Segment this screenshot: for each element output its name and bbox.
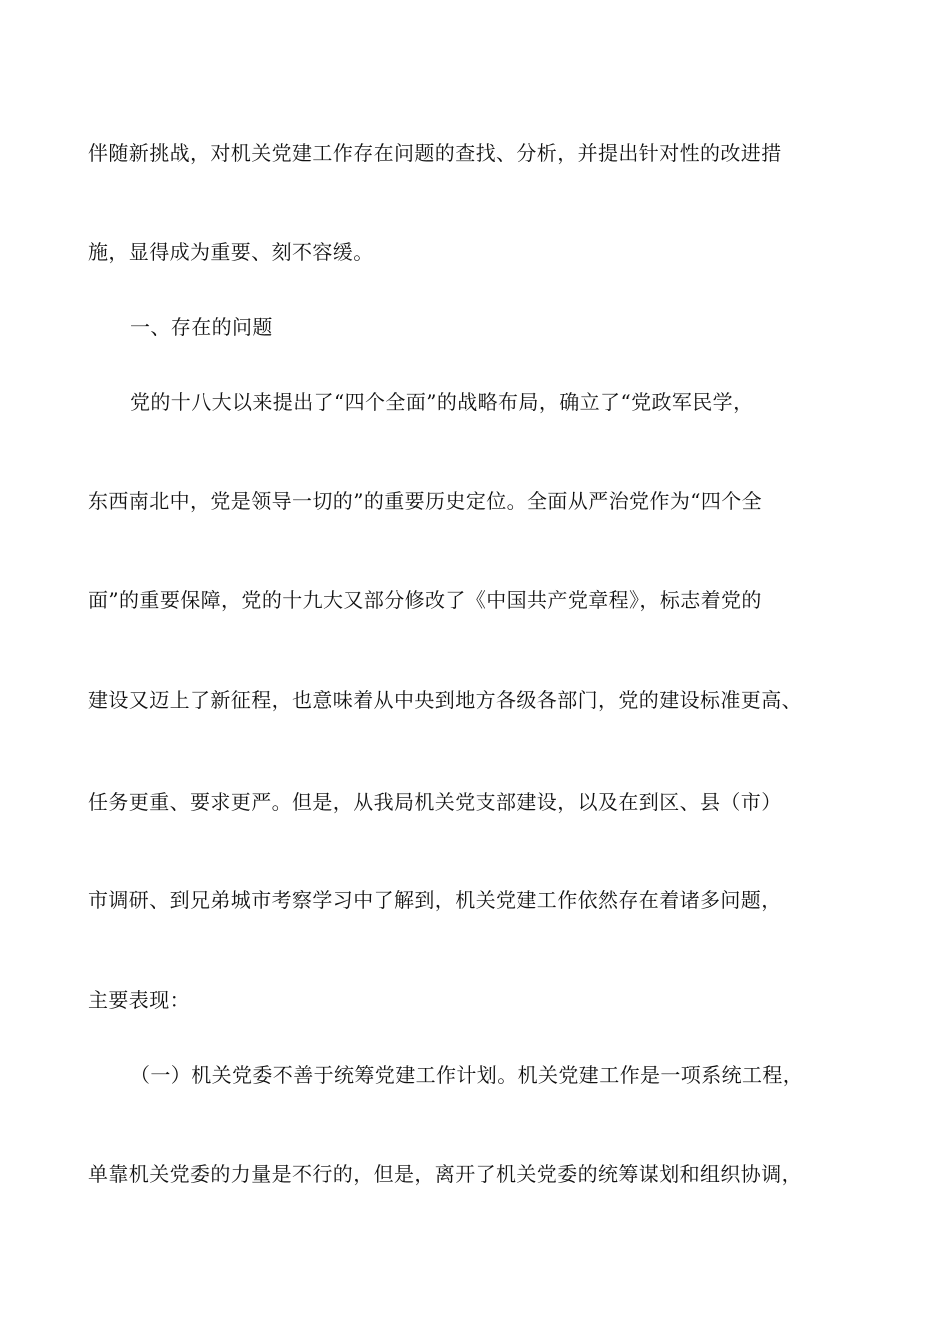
text-line: 面”的重要保障，党的十九大又部分修改了《中国共产党章程》，标志着党的 — [88, 588, 762, 612]
text-line: 单靠机关党委的力量是不行的，但是，离开了机关党委的统筹谋划和组织协调， — [88, 1162, 802, 1186]
text-line: 伴随新挑战，对机关党建工作存在问题的查找、分析，并提出针对性的改进措 — [88, 141, 782, 165]
text-line: 主要表现： — [88, 988, 190, 1012]
text-line: 施，显得成为重要、刻不容缓。 — [88, 240, 374, 264]
section-heading: 一、存在的问题 — [130, 315, 273, 339]
text-line: 东西南北中，党是领导一切的”的重要历史定位。全面从严治党作为“四个全 — [88, 489, 763, 513]
text-line: 任务更重、要求更严。但是，从我局机关党支部建设，以及在到区、县（市） — [88, 790, 782, 814]
text-line: 市调研、到兄弟城市考察学习中了解到，机关党建工作依然存在着诸多问题， — [88, 888, 782, 912]
text-line: 建设又迈上了新征程，也意味着从中央到地方各级各部门，党的建设标准更高、 — [88, 688, 802, 712]
text-line: 党的十八大以来提出了“四个全面”的战略布局，确立了“党政军民学， — [130, 390, 754, 414]
subsection-line: （一）机关党委不善于统筹党建工作计划。机关党建工作是一项系统工程， — [130, 1063, 804, 1087]
